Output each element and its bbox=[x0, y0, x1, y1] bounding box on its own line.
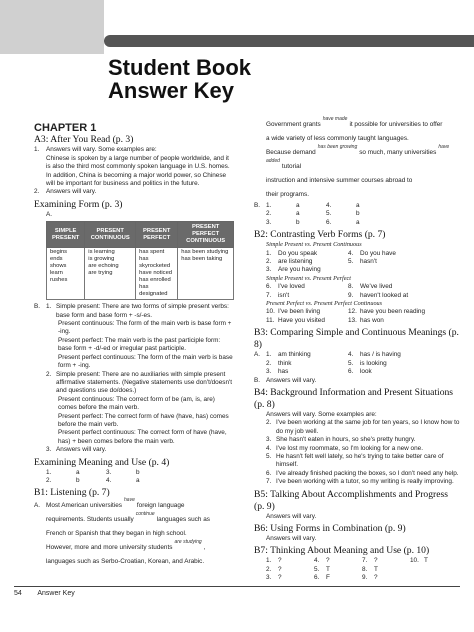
right-column bbox=[254, 118, 460, 583]
paragraph: Answers will vary. bbox=[266, 512, 317, 520]
answer-grid: B. 1. a 4. a 2. a 5. b 3. b 6. a bbox=[254, 202, 360, 226]
list-item: 2. Answers will vary. bbox=[34, 188, 97, 196]
answer-grid: 10. I've been living 12. have you been reading 11. Have you visited 13. has won bbox=[266, 308, 426, 324]
table-header: PRESENT CONTINUOUS bbox=[85, 222, 136, 248]
handwritten-answer: has been growing bbox=[317, 144, 358, 150]
paragraph: Present perfect continuous: The correct form of have (have, has) + been comes before the main verb. bbox=[58, 429, 227, 445]
footer-label: Answer Key bbox=[37, 590, 75, 597]
table-cell: begins ends shows learn rushes bbox=[47, 248, 85, 300]
list-item: 4. I've lost my roommate, so I'm looking for a new one. bbox=[266, 444, 424, 452]
list-item: B. Answers will vary. bbox=[254, 376, 317, 384]
table-header: PRESENT PERFECT bbox=[136, 222, 178, 248]
section-heading-examining-form: Examining Form (p. 3) bbox=[34, 198, 123, 210]
cloze-paragraph: A. Most American universities$^{have}$foreign language requirements. Students usually$^{continue}$languages such as French or Spanish that they began in high school. However, more and more university students$^{are studying}$, languages such as Serbo-Croatian, Korean, and Arabic. bbox=[34, 497, 210, 566]
left-column bbox=[34, 124, 234, 569]
section-heading-b6: B6: Using Forms in Combination (p. 9) bbox=[254, 522, 406, 534]
forms-table bbox=[46, 221, 234, 300]
a-label: A. bbox=[46, 210, 53, 218]
answer-grid: 1. Do you speak 4. Do you have 2. are listening 5. hasn't 3. Are you having bbox=[266, 249, 396, 274]
handwritten-answer: are studying bbox=[174, 539, 202, 546]
table-cell: has been studying has been taking bbox=[178, 248, 234, 300]
paragraph: Chinese is spoken by a large number of people worldwide, and it is also the third most commonly spoken language in U.S. homes. In addition, China is becoming a major world power, so Chinese will be important for business and politics in the future. bbox=[46, 154, 230, 188]
subheading: Simple Present vs. Present Continuous bbox=[266, 241, 362, 249]
chapter-heading: CHAPTER 1 bbox=[34, 122, 97, 134]
corner-tab bbox=[0, 0, 104, 54]
page-title bbox=[108, 56, 251, 102]
table-cell: is learning is growing are echoing are trying bbox=[85, 248, 136, 300]
section-heading-b7: B7: Thinking About Meaning and Use (p. 10) bbox=[254, 545, 430, 557]
cloze-paragraph: Government grants$^{have made}$it possible for universities to offer a wide variety of less commonly taught languages. Because demand$^{has been growing}$so much, many universities$^{have added}$tutorial instruction and intensive summer courses abroad to their programs. bbox=[266, 116, 450, 198]
page-footer bbox=[14, 590, 89, 597]
paragraph: Present perfect: The main verb is the past participle form: base form + -d/-ed or irregular past participle. bbox=[58, 336, 221, 353]
title-line-1: Student Book bbox=[108, 55, 251, 80]
section-heading-b4: B4: Background Information and Present Situations (p. 8) bbox=[254, 386, 454, 410]
section-heading-a3: A3: After You Read (p. 3) bbox=[34, 134, 134, 146]
handwritten-answer: have made bbox=[322, 116, 348, 122]
section-heading-b5: B5: Talking About Accomplishments and Progress (p. 9) bbox=[254, 488, 448, 512]
list-item: 2. Simple present: There are no auxiliaries with simple present affirmative statements. (Negative statements use don't/doesn't and questions use do/does.) bbox=[46, 370, 233, 395]
section-heading-examining-meaning: Examining Meaning and Use (p. 4) bbox=[34, 456, 170, 468]
paragraph: Present continuous: The correct form of be (am, is, are) comes before the main verb. bbox=[58, 395, 215, 412]
paragraph: Present perfect: The correct form of have (have, has) comes before the main verb. bbox=[58, 412, 229, 428]
header-bar bbox=[104, 35, 474, 47]
paragraph: Present continuous: The form of the main verb is base form + -ing. bbox=[58, 320, 232, 336]
answer-grid: 6. I've loved 8. We've lived 7. isn't 9. haven't looked at bbox=[266, 283, 409, 299]
list-item: 3. She hasn't eaten in hours, so she's pretty hungry. bbox=[266, 436, 416, 444]
list-item: 7. I've been working with a tutor, so my writing is really improving. bbox=[266, 478, 454, 486]
list-item: B. 1. Simple present: There are two forms of simple present verbs: base form and base form + -s/-es. bbox=[34, 303, 229, 319]
section-heading-b3: B3: Comparing Simple and Continuous Meanings (p. 8) bbox=[254, 327, 459, 351]
answer-grid: 1. a 3. b 2. b 4. a bbox=[46, 468, 140, 484]
answer-grid: 1. ? 4. ? 7. ? 10. T 2. ? 5. T 8. T 3. ? 6. F 9. ? bbox=[266, 557, 428, 582]
subheading: Simple Present vs. Present Perfect bbox=[266, 274, 351, 282]
table-header: SIMPLE PRESENT bbox=[47, 222, 85, 248]
list-item: 1. Answers will vary. Some examples are: bbox=[34, 146, 157, 154]
paragraph: Answers will vary. Some examples are: bbox=[266, 410, 377, 418]
footer-rule bbox=[14, 586, 460, 587]
handwritten-answer: have bbox=[124, 497, 135, 504]
list-item: 6. I've already finished packing the boxes, so I don't need any help. bbox=[266, 469, 459, 477]
page-number: 54 bbox=[14, 590, 22, 597]
table-header: PRESENT PERFECT CONTINUOUS bbox=[178, 222, 234, 248]
handwritten-answer: continue bbox=[135, 511, 155, 518]
paragraph: Present perfect continuous: The form of the main verb is base form + -ing. bbox=[58, 353, 233, 370]
paragraph: Answers will vary. bbox=[266, 534, 317, 542]
list-item: 5. He hasn't felt well lately, so he's trying to take better care of himself. bbox=[266, 452, 444, 469]
handwritten-answer: have added bbox=[266, 144, 450, 164]
subheading: Present Perfect vs. Present Perfect Continuous bbox=[266, 300, 383, 308]
list-item: 3. Answers will vary. bbox=[46, 446, 107, 454]
table-cell: has spent has skyrocketed have noticed has enrolled has designated bbox=[136, 248, 178, 300]
section-heading-b2: B2: Contrasting Verb Forms (p. 7) bbox=[254, 229, 386, 241]
list-item: 2. I've been working at the same job for ten years, so I know how to do my job well. bbox=[266, 419, 460, 435]
answer-grid: A. 1. am thinking 4. has / is having 2. think 5. is looking 3. has 6. look bbox=[254, 351, 401, 376]
title-line-2: Answer Key bbox=[108, 78, 234, 103]
section-heading-b1: B1: Listening (p. 7) bbox=[34, 487, 110, 499]
